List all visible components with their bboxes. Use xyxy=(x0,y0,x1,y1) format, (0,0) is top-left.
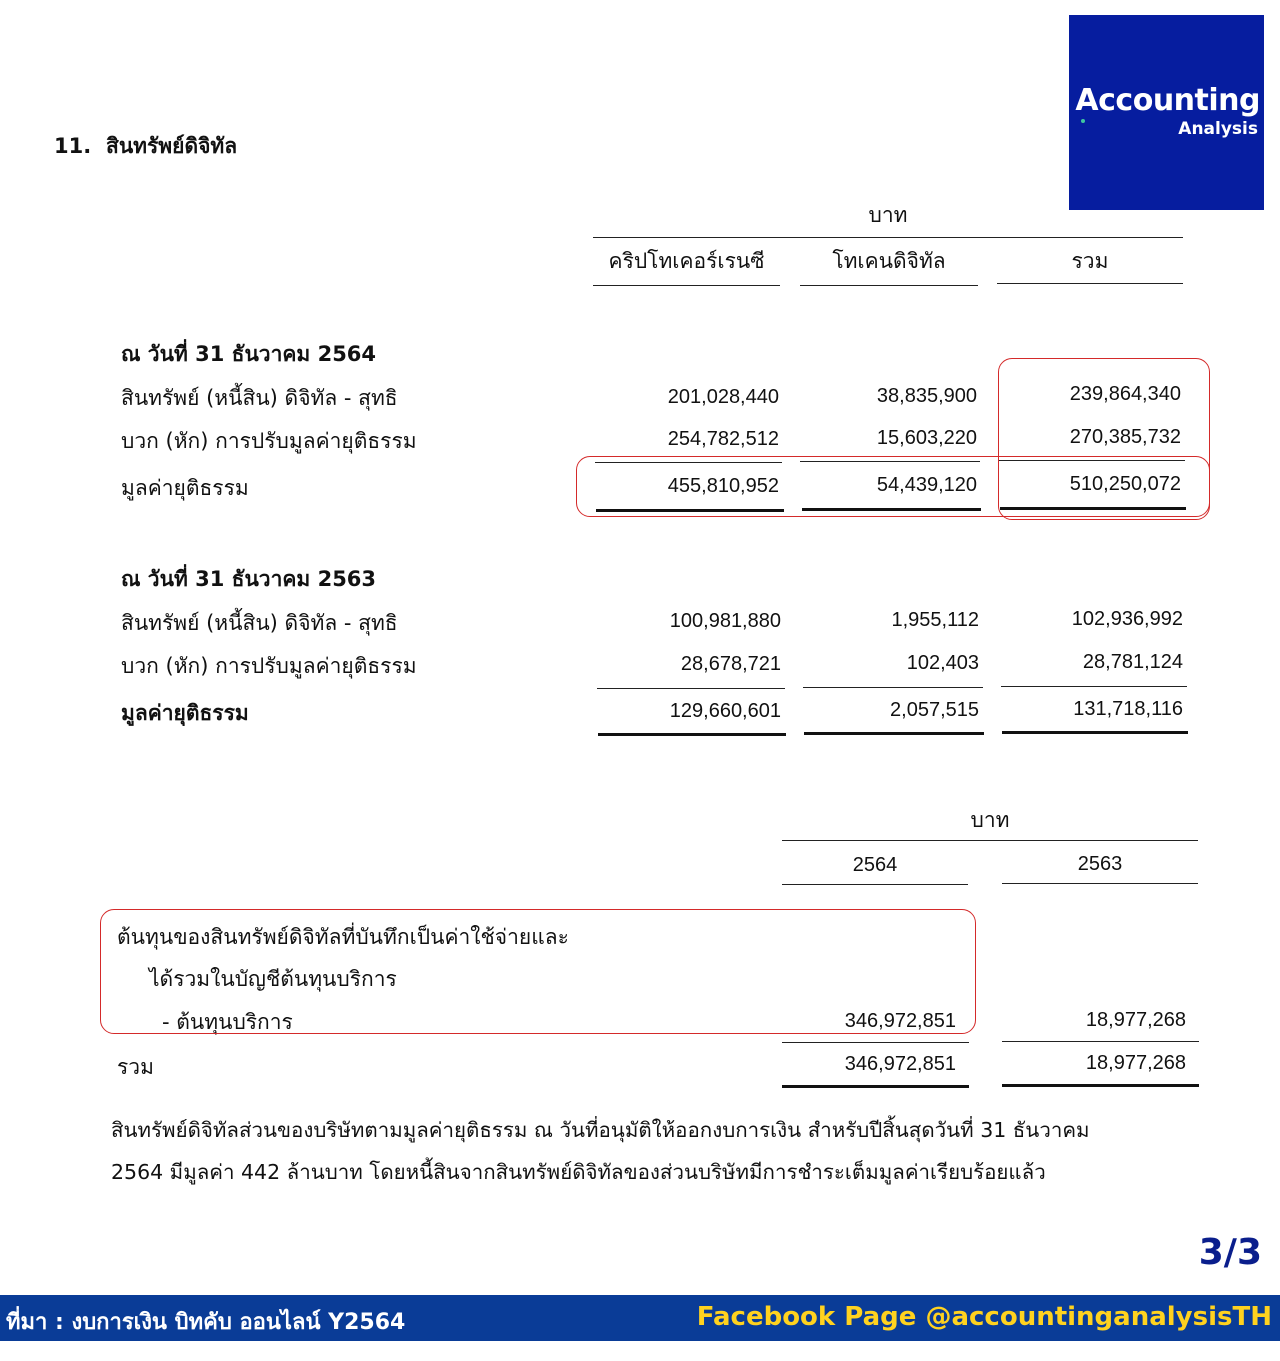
row-label: บวก (หัก) การปรับมูลค่ายุติธรรม xyxy=(121,654,417,678)
cell-value: 201,028,440 xyxy=(667,386,779,408)
expense-description-line2: ได้รวมในบัญชีต้นทุนบริการ xyxy=(149,967,397,991)
table1-unit-rule xyxy=(593,237,1183,238)
row-label: มูลค่ายุติธรรม xyxy=(121,701,249,725)
row-label: มูลค่ายุติธรรม xyxy=(121,476,249,500)
row-label: สินทรัพย์ (หนี้สิน) ดิจิทัล - สุทธิ xyxy=(121,611,398,635)
col-header-token: โทเคนดิจิทัล xyxy=(832,249,946,273)
total-double-rule xyxy=(598,733,786,736)
cell-value: 38,835,900 xyxy=(876,385,977,407)
cell-value: 346,972,851 xyxy=(844,1053,956,1075)
section-title: สินทรัพย์ดิจิทัล xyxy=(106,134,238,158)
cell-value: 270,385,732 xyxy=(1069,426,1181,448)
page-indicator: 3/3 xyxy=(1198,1232,1262,1273)
subtotal-rule xyxy=(597,688,785,689)
table2-unit: บาท xyxy=(970,808,1010,832)
footer-facebook-link[interactable]: Facebook Page @accountinganalysisTH xyxy=(696,1302,1272,1332)
logo-line-1: Accounting xyxy=(1075,83,1260,118)
cell-value: 510,250,072 xyxy=(1069,473,1181,495)
subtotal-rule xyxy=(1002,1041,1199,1042)
logo-line-2: Analysis xyxy=(1178,119,1258,139)
cell-value: 346,972,851 xyxy=(844,1010,956,1032)
total-double-rule xyxy=(1002,1084,1199,1087)
col-rule-crypto xyxy=(593,285,780,286)
table1-unit: บาท xyxy=(868,203,908,227)
cell-value: 18,977,268 xyxy=(1085,1009,1186,1031)
cell-value: 18,977,268 xyxy=(1085,1052,1186,1074)
row-label: สินทรัพย์ (หนี้สิน) ดิจิทัล - สุทธิ xyxy=(121,386,398,410)
total-double-rule xyxy=(782,1085,969,1088)
brand-logo xyxy=(1069,15,1264,210)
cell-value: 100,981,880 xyxy=(669,610,781,632)
subtotal-rule xyxy=(803,687,983,688)
cell-value: 102,403 xyxy=(906,652,979,674)
footer-source: ที่มา : งบการเงิน บิทคับ ออนไลน์ Y2564 xyxy=(6,1310,406,1335)
note-line-2: 2564 มีมูลค่า 442 ล้านบาท โดยหนี้สินจากสินทรัพย์ดิจิทัลของส่วนบริษัทมีการชำระเต็มมูลค่าเรียบร้อยแล้ว xyxy=(111,1160,1046,1184)
cell-value: 2,057,515 xyxy=(890,699,979,721)
cell-value: 131,718,116 xyxy=(1073,698,1183,720)
highlight-box-fair-value xyxy=(576,456,1210,517)
cell-value: 28,781,124 xyxy=(1082,651,1183,673)
cell-value: 455,810,952 xyxy=(667,475,779,497)
col-rule-2564 xyxy=(782,884,968,885)
col-rule-total xyxy=(997,283,1183,284)
total-double-rule xyxy=(1002,731,1188,734)
section-number: 11. xyxy=(54,134,92,158)
col-header-crypto: คริปโทเคอร์เรนซี xyxy=(608,249,765,273)
col-rule-token xyxy=(800,285,978,286)
subtotal-rule xyxy=(782,1042,969,1043)
cell-value: 239,864,340 xyxy=(1069,383,1181,405)
expense-description-line1: ต้นทุนของสินทรัพย์ดิจิทัลที่บันทึกเป็นค่าใช้จ่ายและ xyxy=(117,925,569,949)
cell-value: 1,955,112 xyxy=(891,609,979,631)
service-cost-label: - ต้นทุนบริการ xyxy=(162,1010,293,1034)
logo-accent-dot xyxy=(1081,119,1085,123)
col-header-2563: 2563 xyxy=(1077,853,1123,875)
group-heading-2564: ณ วันที่ 31 ธันวาคม 2564 xyxy=(121,342,377,366)
subtotal-rule xyxy=(1001,686,1187,687)
highlight-box-service-cost xyxy=(100,909,976,1034)
total-double-rule xyxy=(804,732,984,735)
cell-value: 15,603,220 xyxy=(876,427,977,449)
footer-bar xyxy=(0,1295,1280,1341)
row-label: บวก (หัก) การปรับมูลค่ายุติธรรม xyxy=(121,429,417,453)
cell-value: 54,439,120 xyxy=(876,474,977,496)
group-heading-2563: ณ วันที่ 31 ธันวาคม 2563 xyxy=(121,567,377,591)
col-rule-2563 xyxy=(1002,883,1198,884)
col-header-2564: 2564 xyxy=(852,854,898,876)
total-label: รวม xyxy=(117,1055,154,1079)
table2-unit-rule xyxy=(782,840,1198,841)
note-line-1: สินทรัพย์ดิจิทัลส่วนของบริษัทตามมูลค่ายุติธรรม ณ วันที่อนุมัติให้ออกงบการเงิน สำหรับปีสิ้นสุดวันที่ 31 ธันวาคม xyxy=(111,1118,1090,1142)
col-header-total: รวม xyxy=(1071,249,1109,273)
cell-value: 129,660,601 xyxy=(669,700,781,722)
cell-value: 102,936,992 xyxy=(1071,608,1183,630)
cell-value: 28,678,721 xyxy=(680,653,781,675)
cell-value: 254,782,512 xyxy=(667,428,779,450)
